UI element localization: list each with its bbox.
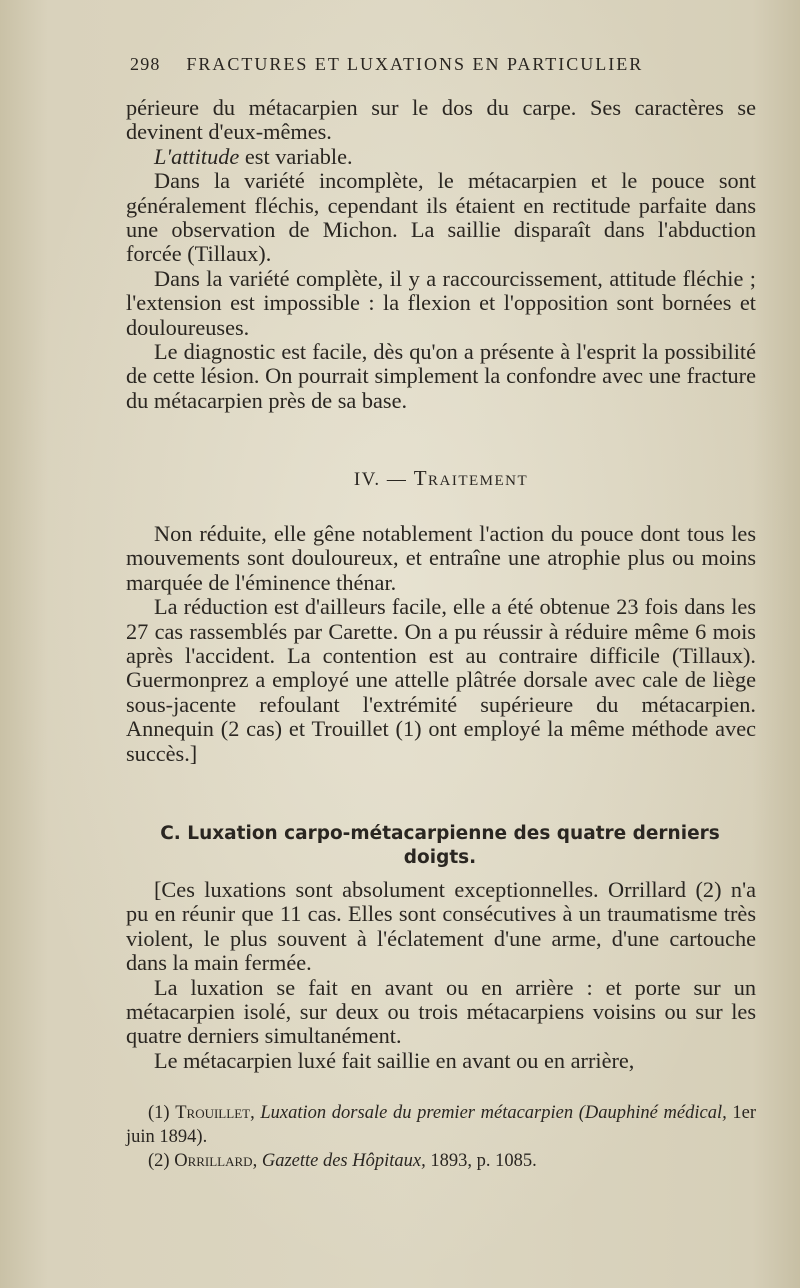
footnote-title: Luxation dorsale du premier métacarpien (Dauphiné médical, (260, 1103, 727, 1123)
paragraph: L'attitude est variable. (154, 143, 353, 169)
paragraph: Le métacarpien luxé fait saillie en avant ou en arrière, (154, 1047, 635, 1073)
running-title: FRACTURES ET LUXATIONS EN PARTICULIER (186, 54, 644, 74)
footnote-2: (2) Orrillard, Gazette des Hôpitaux, 1893, p. 1085. (148, 1151, 537, 1171)
paragraph: périeure du métacarpien sur le dos du carpe. Ses caractères se devinent d'eux-mêmes. (126, 95, 756, 145)
footnote-author: Trouillet (175, 1103, 251, 1123)
page-number: 298 (130, 54, 161, 74)
text-block-diagnosis (126, 96, 756, 413)
footnotes (126, 1101, 756, 1173)
section-heading (126, 466, 756, 491)
subsection-heading: C. Luxation carpo-métacarpienne des quatre derniers doigts. (160, 823, 720, 868)
text-block-treatment (126, 522, 756, 766)
footnote-author: Orrillard (174, 1151, 253, 1171)
footnote-1: (1) Trouillet, Luxation dorsale du premier métacarpien (Dauphiné médical, 1er juin 1894). (126, 1103, 757, 1147)
section-numeral: IV. — (353, 469, 414, 490)
paragraph: Le diagnostic est facile, dès qu'on a présente à l'esprit la possibilité de cette lésion. On pourrait simplement la confondre avec une fracture du métacarpien près de sa base. (126, 339, 756, 413)
emphasis-attitude: L'attitude (154, 143, 240, 169)
footnote-title: Gazette des Hôpitaux, (261, 1151, 426, 1171)
paragraph: [Ces luxations sont absolument exceptionnelles. Orrillard (2) n'a pu en réunir que 11 cas. Elles sont consécutives à un traumatisme très violent, le plus souvent à l'éclatement d'une arme, d'une cartouche dans la main fermée. (126, 877, 756, 976)
paragraph: La luxation se fait en avant ou en arrière : et porte sur un métacarpien isolé, sur deux ou trois métacarpiens voisins ou sur les quatre derniers simultanément. (126, 974, 756, 1049)
paragraph: Dans la variété incomplète, le métacarpien et le pouce sont généralement fléchis, cependant ils étaient en rectitude parfaite dans une observation de Michon. La saillie disparaît dans l'abduction forcée (Tillaux). (126, 168, 756, 267)
paragraph: Dans la variété complète, il y a raccourcissement, attitude fléchie ; l'extension est impossible : la flexion et l'opposition sont bornées et douloureuses. (126, 265, 756, 340)
text-block-luxation (126, 878, 756, 1073)
section-title-text: Traitement (413, 466, 529, 490)
paragraph: Non réduite, elle gêne notablement l'action du pouce dont tous les mouvements sont douloureux, et entraîne une atrophie plus ou moins marquée de l'éminence thénar. (126, 521, 756, 595)
paragraph: La réduction est d'ailleurs facile, elle a été obtenue 23 fois dans les 27 cas rassemblés par Carette. On a pu réussir à réduire même 6 mois après l'accident. La contention est au contraire difficile (Tillaux). Guermonprez a employé une attelle plâtrée dorsale avec cale de liège sous-jacente refoulant l'extrémité supérieure du métacarpien. Annequin (2 cas) et Trouillet (1) ont employé la même méthode avec succès.] (126, 594, 756, 766)
page-header (130, 54, 670, 75)
